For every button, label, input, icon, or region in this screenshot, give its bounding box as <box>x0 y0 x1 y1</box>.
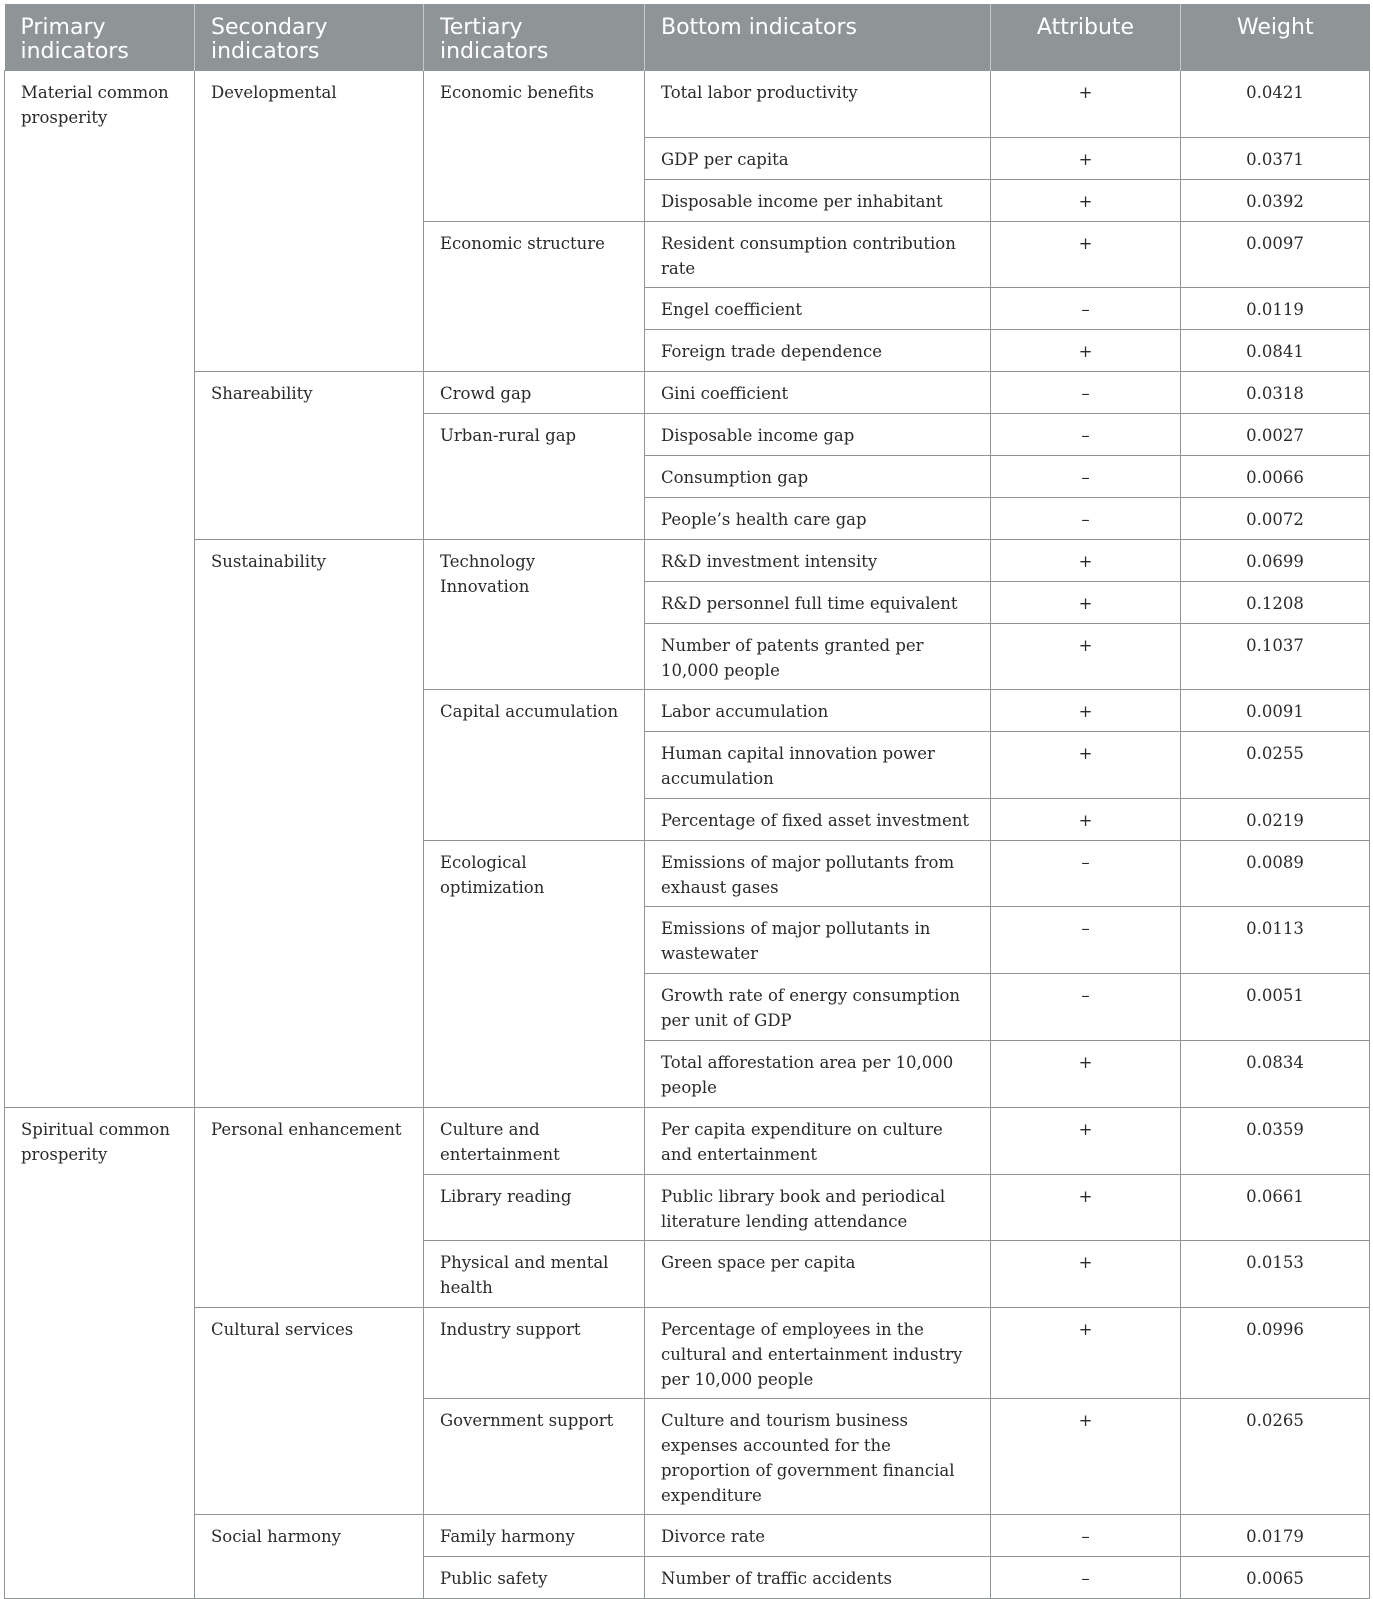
attribute-cell: + <box>991 330 1181 372</box>
weight-cell: 0.0027 <box>1181 414 1370 456</box>
weight-cell: 0.0371 <box>1181 138 1370 180</box>
bottom-cell: Public library book and periodical literature lending attendance <box>645 1175 991 1241</box>
weight-cell: 0.1208 <box>1181 582 1370 624</box>
bottom-cell: Emissions of major pollutants in wastewater <box>645 907 991 974</box>
bottom-cell: Per capita expenditure on culture and entertainment <box>645 1108 991 1175</box>
weight-cell: 0.0834 <box>1181 1041 1370 1108</box>
header-bottom: Bottom indicators <box>645 4 991 71</box>
bottom-cell: Human capital innovation power accumulation <box>645 732 991 799</box>
bottom-cell: Labor accumulation <box>645 690 991 732</box>
table-row <box>5 1308 1370 1399</box>
secondary-cell: Sustainability <box>195 540 424 1108</box>
attribute-cell: + <box>991 1241 1181 1308</box>
weight-cell: 0.0179 <box>1181 1515 1370 1557</box>
weight-cell: 0.0065 <box>1181 1557 1370 1599</box>
tertiary-cell: Technology Innovation <box>424 540 645 690</box>
tertiary-cell: Crowd gap <box>424 372 645 414</box>
weight-cell: 0.0072 <box>1181 498 1370 540</box>
attribute-cell: – <box>991 456 1181 498</box>
table-row <box>5 1108 1370 1175</box>
bottom-cell: Total labor productivity <box>645 71 991 138</box>
weight-cell: 0.0097 <box>1181 222 1370 288</box>
secondary-cell: Personal enhancement <box>195 1108 424 1308</box>
secondary-cell: Social harmony <box>195 1515 424 1599</box>
attribute-cell: + <box>991 624 1181 690</box>
weight-cell: 0.0066 <box>1181 456 1370 498</box>
table-row <box>5 540 1370 582</box>
bottom-cell: Emissions of major pollutants from exhaust gases <box>645 841 991 907</box>
secondary-cell: Developmental <box>195 71 424 372</box>
attribute-cell: – <box>991 414 1181 456</box>
bottom-cell: Resident consumption contribution rate <box>645 222 991 288</box>
tertiary-cell: Urban-rural gap <box>424 414 645 540</box>
primary-cell: Material common prosperity <box>5 71 195 1108</box>
primary-cell: Spiritual common prosperity <box>5 1108 195 1599</box>
bottom-cell: R&D personnel full time equivalent <box>645 582 991 624</box>
tertiary-cell: Economic structure <box>424 222 645 372</box>
bottom-cell: Engel coefficient <box>645 288 991 330</box>
indicator-table <box>4 4 1370 1599</box>
attribute-cell: + <box>991 180 1181 222</box>
weight-cell: 0.0318 <box>1181 372 1370 414</box>
tertiary-cell: Government support <box>424 1399 645 1515</box>
bottom-cell: Disposable income gap <box>645 414 991 456</box>
bottom-cell: Green space per capita <box>645 1241 991 1308</box>
header-secondary: Secondary indicators <box>195 4 424 71</box>
bottom-cell: Percentage of fixed asset investment <box>645 799 991 841</box>
weight-cell: 0.0153 <box>1181 1241 1370 1308</box>
attribute-cell: + <box>991 1108 1181 1175</box>
header-primary: Primary indicators <box>5 4 195 71</box>
table-row <box>5 1515 1370 1557</box>
attribute-cell: – <box>991 498 1181 540</box>
table-row <box>5 71 1370 138</box>
attribute-cell: + <box>991 582 1181 624</box>
bottom-cell: Consumption gap <box>645 456 991 498</box>
weight-cell: 0.0841 <box>1181 330 1370 372</box>
attribute-cell: + <box>991 1175 1181 1241</box>
tertiary-cell: Family harmony <box>424 1515 645 1557</box>
weight-cell: 0.0661 <box>1181 1175 1370 1241</box>
header-attribute: Attribute <box>991 4 1181 71</box>
attribute-cell: – <box>991 288 1181 330</box>
weight-cell: 0.0359 <box>1181 1108 1370 1175</box>
tertiary-cell: Capital accumulation <box>424 690 645 841</box>
bottom-cell: Disposable income per inhabitant <box>645 180 991 222</box>
secondary-cell: Cultural services <box>195 1308 424 1515</box>
weight-cell: 0.0119 <box>1181 288 1370 330</box>
attribute-cell: – <box>991 907 1181 974</box>
attribute-cell: + <box>991 799 1181 841</box>
bottom-cell: Number of patents granted per 10,000 people <box>645 624 991 690</box>
bottom-cell: GDP per capita <box>645 138 991 180</box>
tertiary-cell: Ecological optimization <box>424 841 645 1108</box>
tertiary-cell: Public safety <box>424 1557 645 1599</box>
attribute-cell: + <box>991 138 1181 180</box>
weight-cell: 0.0265 <box>1181 1399 1370 1515</box>
weight-cell: 0.0051 <box>1181 974 1370 1041</box>
weight-cell: 0.0996 <box>1181 1308 1370 1399</box>
tertiary-cell: Physical and mental health <box>424 1241 645 1308</box>
attribute-cell: – <box>991 974 1181 1041</box>
attribute-cell: – <box>991 1515 1181 1557</box>
weight-cell: 0.0219 <box>1181 799 1370 841</box>
weight-cell: 0.1037 <box>1181 624 1370 690</box>
attribute-cell: + <box>991 1041 1181 1108</box>
tertiary-cell: Industry support <box>424 1308 645 1399</box>
attribute-cell: + <box>991 732 1181 799</box>
attribute-cell: + <box>991 71 1181 138</box>
header-row <box>5 4 1370 71</box>
header-tertiary: Tertiary indicators <box>424 4 645 71</box>
bottom-cell: Foreign trade dependence <box>645 330 991 372</box>
bottom-cell: Gini coefficient <box>645 372 991 414</box>
tertiary-cell: Culture and entertainment <box>424 1108 645 1175</box>
bottom-cell: Number of traffic accidents <box>645 1557 991 1599</box>
weight-cell: 0.0699 <box>1181 540 1370 582</box>
tertiary-cell: Library reading <box>424 1175 645 1241</box>
attribute-cell: + <box>991 540 1181 582</box>
bottom-cell: R&D investment intensity <box>645 540 991 582</box>
weight-cell: 0.0392 <box>1181 180 1370 222</box>
bottom-cell: Culture and tourism business expenses accounted for the proportion of government financial expenditure <box>645 1399 991 1515</box>
weight-cell: 0.0089 <box>1181 841 1370 907</box>
bottom-cell: Total afforestation area per 10,000 people <box>645 1041 991 1108</box>
tertiary-cell: Economic benefits <box>424 71 645 222</box>
table-row <box>5 372 1370 414</box>
attribute-cell: – <box>991 1557 1181 1599</box>
weight-cell: 0.0255 <box>1181 732 1370 799</box>
bottom-cell: Percentage of employees in the cultural and entertainment industry per 10,000 people <box>645 1308 991 1399</box>
attribute-cell: – <box>991 372 1181 414</box>
bottom-cell: Growth rate of energy consumption per unit of GDP <box>645 974 991 1041</box>
attribute-cell: + <box>991 1308 1181 1399</box>
attribute-cell: + <box>991 690 1181 732</box>
secondary-cell: Shareability <box>195 372 424 540</box>
attribute-cell: + <box>991 1399 1181 1515</box>
attribute-cell: – <box>991 841 1181 907</box>
weight-cell: 0.0421 <box>1181 71 1370 138</box>
bottom-cell: Divorce rate <box>645 1515 991 1557</box>
weight-cell: 0.0113 <box>1181 907 1370 974</box>
header-weight: Weight <box>1181 4 1370 71</box>
weight-cell: 0.0091 <box>1181 690 1370 732</box>
attribute-cell: + <box>991 222 1181 288</box>
bottom-cell: People’s health care gap <box>645 498 991 540</box>
